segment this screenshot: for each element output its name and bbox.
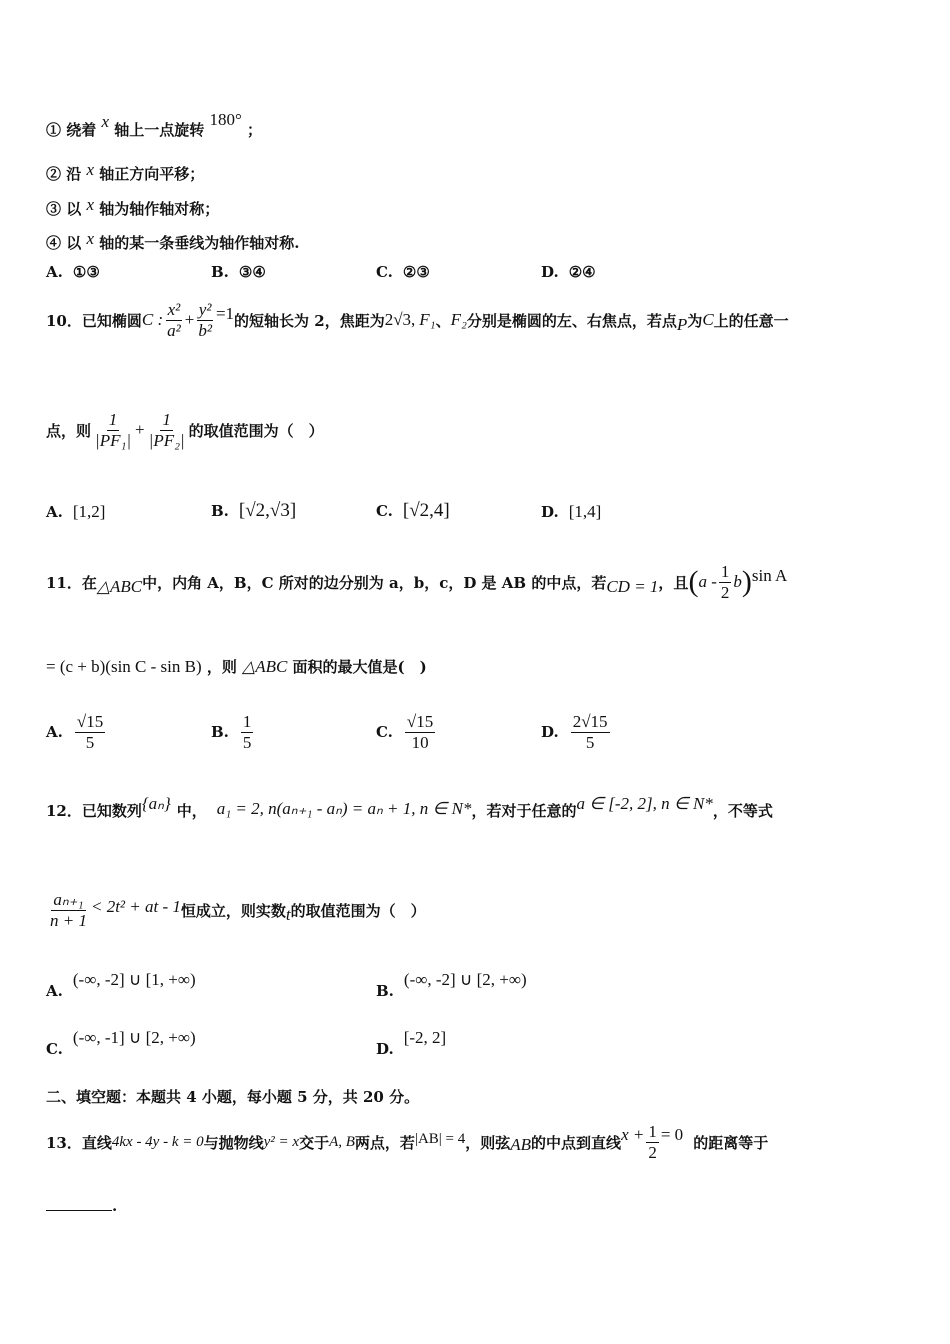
item-1-var: x bbox=[101, 112, 110, 131]
q10-option-b bbox=[211, 500, 296, 522]
option-label: B. bbox=[211, 723, 229, 742]
q12-line2-text2: 的取值范围为（ ） bbox=[290, 901, 426, 920]
option-frac bbox=[241, 712, 254, 752]
option-label: A. bbox=[46, 723, 63, 742]
frac-num: y² bbox=[198, 300, 212, 319]
q11-expr-b: b bbox=[733, 572, 742, 592]
option-label: C. bbox=[376, 263, 393, 281]
frac-den: 10 bbox=[411, 732, 429, 752]
paren-close: ) bbox=[741, 565, 752, 599]
answer-blank[interactable] bbox=[46, 1196, 112, 1211]
item-3-var: x bbox=[86, 195, 95, 214]
q10-frac-pf1 bbox=[93, 410, 133, 450]
q13-end: . bbox=[112, 1197, 118, 1215]
q11-option-b bbox=[211, 712, 255, 752]
option-label: B. bbox=[211, 502, 229, 520]
option-text: ②④ bbox=[568, 263, 596, 281]
q9-option-c bbox=[376, 263, 430, 281]
plus-sign: + bbox=[184, 310, 195, 330]
frac-den: n + 1 bbox=[50, 910, 87, 930]
q10-sep: 、 bbox=[435, 311, 451, 330]
q12-ineq-frac bbox=[48, 890, 89, 930]
item-1-degree: 180° bbox=[209, 110, 242, 129]
q13-text5: ，则弦 bbox=[465, 1133, 511, 1152]
item-3-text: ③ 以 bbox=[46, 200, 82, 218]
q10-focal: 2√3, bbox=[384, 310, 416, 330]
frac-num: 1 bbox=[242, 712, 252, 731]
frac-num: 1 bbox=[108, 410, 118, 429]
item-4 bbox=[46, 229, 299, 253]
item-2-end: 轴正方向平移； bbox=[99, 165, 205, 183]
q11-option-a bbox=[46, 712, 107, 752]
q10-number: 10．已知椭圆 bbox=[46, 311, 142, 330]
q13-text7: 的距离等于 bbox=[693, 1133, 769, 1152]
q11-line2-expr: = (c + b)(sin C - sin B) bbox=[46, 657, 202, 676]
option-label: B. bbox=[376, 982, 394, 1000]
q10-text1: 的短轴长为 2，焦距为 bbox=[234, 311, 385, 330]
option-text: (-∞, -1] ∪ [2, +∞) bbox=[72, 1028, 196, 1047]
q11-text2: 中，内角 A，B，C 所对的边分别为 a，b，c，D 是 AB 的中点，若 bbox=[142, 573, 607, 592]
q10-line1 bbox=[46, 300, 789, 340]
q10-f1: F₁ bbox=[419, 310, 436, 330]
option-text: (-∞, -2] ∪ [1, +∞) bbox=[72, 970, 196, 989]
option-text: [1,4] bbox=[568, 502, 602, 521]
item-4-end: 轴的某一条垂线为轴作轴对称. bbox=[99, 234, 300, 252]
frac-num: x² bbox=[167, 300, 181, 319]
q11-option-c bbox=[376, 712, 437, 752]
frac-den: |PF₁| bbox=[95, 430, 132, 450]
frac-num: aₙ₊₁ bbox=[53, 890, 84, 909]
q13-abs-ab: |AB| = 4 bbox=[414, 1130, 466, 1147]
q10-eq-rhs: =1 bbox=[215, 304, 235, 324]
item-1-mid: 轴上一点旋转 bbox=[114, 121, 205, 139]
q11-cd: CD = 1 bbox=[606, 577, 659, 597]
item-4-text: ④ 以 bbox=[46, 234, 82, 252]
option-text: ③④ bbox=[238, 263, 266, 281]
q10-frac-x bbox=[165, 300, 183, 340]
q10-frac-y bbox=[196, 300, 214, 340]
section-2-heading: 二、填空题：本题共 4 小题，每小题 5 分，共 20 分。 bbox=[46, 1088, 420, 1106]
q10-option-d bbox=[541, 502, 601, 522]
frac-num: √15 bbox=[406, 712, 434, 731]
q13-text6: 的中点到直线 bbox=[531, 1133, 622, 1152]
q10-line2-end: 的取值范围为（ ） bbox=[188, 421, 324, 440]
q11-option-d bbox=[541, 712, 612, 752]
q12-condition2: a ∈ [-2, 2], n ∈ N* bbox=[576, 793, 713, 813]
frac-den: 2 bbox=[720, 582, 730, 602]
option-label: C. bbox=[376, 502, 393, 520]
q10-frac-pf2 bbox=[147, 410, 187, 450]
option-label: D. bbox=[541, 723, 559, 742]
frac-num: 1 bbox=[720, 562, 730, 581]
q11-line2-triangle: △ABC bbox=[242, 657, 288, 676]
frac-num: 1 bbox=[648, 1122, 657, 1141]
item-3-end: 轴为轴作轴对称； bbox=[99, 200, 220, 218]
option-frac bbox=[405, 712, 435, 752]
q10-f2: F₂ bbox=[450, 310, 467, 330]
q10-text2: 分别是椭圆的左、右焦点，若点 bbox=[466, 311, 677, 330]
q12-text4: ，不等式 bbox=[712, 802, 773, 820]
option-text: [1,2] bbox=[72, 502, 106, 521]
q12-text1: 12．已知数列 bbox=[46, 802, 142, 820]
option-text: [√2,4] bbox=[402, 500, 450, 521]
q10-text3: 为 bbox=[687, 311, 703, 330]
q13-text4: 两点，若 bbox=[354, 1133, 415, 1152]
q10-text4: 上的任意一 bbox=[713, 311, 789, 330]
q11-line2-text1: ，则 bbox=[206, 658, 237, 676]
frac-den: 5 bbox=[242, 732, 252, 752]
frac-den: b² bbox=[198, 320, 212, 340]
option-frac bbox=[571, 712, 610, 752]
option-label: D. bbox=[541, 263, 559, 281]
q13-frac-half bbox=[646, 1122, 659, 1162]
q11-text1: 11．在 bbox=[46, 573, 97, 592]
q12-line2-text1: 恒成立，则实数 bbox=[180, 901, 286, 920]
q11-text3: ，且 bbox=[658, 573, 689, 592]
option-label: D. bbox=[541, 503, 559, 521]
q12-line2 bbox=[46, 890, 426, 930]
q12-text3: ，若对于任意的 bbox=[471, 802, 577, 820]
frac-den: 5 bbox=[85, 732, 95, 752]
item-1 bbox=[46, 110, 262, 140]
item-2-text: ② 沿 bbox=[46, 165, 82, 183]
q11-triangle: △ABC bbox=[96, 577, 143, 597]
item-2-var: x bbox=[86, 160, 95, 179]
q13-ab2: AB bbox=[510, 1135, 532, 1155]
option-text: [-2, 2] bbox=[403, 1028, 447, 1047]
q12-sequence: {aₙ} bbox=[141, 793, 171, 813]
frac-num: √15 bbox=[76, 712, 104, 731]
option-text: ②③ bbox=[402, 263, 430, 281]
q13-ab: A, B bbox=[329, 1133, 355, 1150]
q12-condition: a₁ = 2, n(aₙ₊₁ - aₙ) = aₙ + 1, n ∈ N* bbox=[216, 798, 472, 818]
q9-option-b bbox=[211, 263, 266, 281]
q13-eq0: = 0 bbox=[660, 1125, 684, 1145]
q13-text2: 与抛物线 bbox=[203, 1133, 264, 1152]
option-text: (-∞, -2] ∪ [2, +∞) bbox=[403, 970, 527, 989]
option-frac bbox=[75, 712, 105, 752]
item-3 bbox=[46, 195, 219, 219]
q10-c: C bbox=[702, 310, 714, 330]
q12-text2: 中， bbox=[176, 802, 207, 820]
q11-frac-half bbox=[719, 562, 732, 602]
option-label: A. bbox=[46, 982, 63, 1000]
q10-option-c bbox=[376, 500, 450, 522]
q12-line1 bbox=[46, 793, 773, 821]
q9-option-d bbox=[541, 263, 596, 281]
q13-answer-line bbox=[46, 1196, 117, 1215]
option-text: ①③ bbox=[72, 263, 100, 281]
q11-expr-sin: sin A bbox=[751, 566, 788, 586]
option-label: B. bbox=[211, 263, 229, 281]
q12-t: t bbox=[285, 905, 291, 925]
q11-line2-text2: 面积的最大值是( ) bbox=[292, 658, 427, 676]
q10-line2 bbox=[46, 410, 324, 450]
q12-option-d bbox=[376, 1026, 446, 1058]
item-1-end: ； bbox=[247, 121, 263, 139]
q12-ineq-rhs: < 2t² + at - 1 bbox=[90, 897, 181, 917]
q11-line2 bbox=[46, 656, 427, 677]
q13-parabola: y² = x bbox=[263, 1133, 300, 1150]
option-text: [√2,√3] bbox=[238, 500, 297, 521]
option-label: A. bbox=[46, 263, 63, 281]
q13-x-plus: x + bbox=[621, 1125, 645, 1145]
q11-expr-a: a - bbox=[698, 572, 717, 592]
q13-text3: 交于 bbox=[299, 1133, 330, 1152]
q10-option-a bbox=[46, 502, 105, 522]
q13-line1 bbox=[46, 1122, 768, 1162]
q13-text1: 13．直线 bbox=[46, 1133, 112, 1152]
item-2 bbox=[46, 160, 204, 184]
option-label: C. bbox=[46, 1040, 63, 1058]
q12-option-b bbox=[376, 968, 527, 1000]
q13-line-eq: 4kx - 4y - k = 0 bbox=[111, 1133, 204, 1150]
frac-den: |PF₂| bbox=[148, 430, 185, 450]
q10-line2-start: 点，则 bbox=[46, 421, 92, 440]
paren-open: ( bbox=[688, 565, 699, 599]
frac-den: 2 bbox=[648, 1142, 657, 1162]
option-label: D. bbox=[376, 1040, 394, 1058]
q12-option-c bbox=[46, 1026, 196, 1058]
q12-option-a bbox=[46, 968, 196, 1000]
frac-den: a² bbox=[167, 320, 181, 340]
item-1-text: ① 绕着 bbox=[46, 121, 97, 139]
option-label: A. bbox=[46, 503, 63, 521]
q10-ellipse-name: C : bbox=[141, 310, 164, 330]
q11-line1 bbox=[46, 562, 787, 602]
frac-den: 5 bbox=[585, 732, 595, 752]
plus-sign: + bbox=[135, 420, 145, 440]
frac-num: 2√15 bbox=[572, 712, 608, 731]
q10-p: P bbox=[676, 315, 688, 335]
frac-num: 1 bbox=[162, 410, 171, 429]
q9-option-a bbox=[46, 263, 100, 281]
option-label: C. bbox=[376, 723, 393, 742]
item-4-var: x bbox=[86, 229, 95, 248]
